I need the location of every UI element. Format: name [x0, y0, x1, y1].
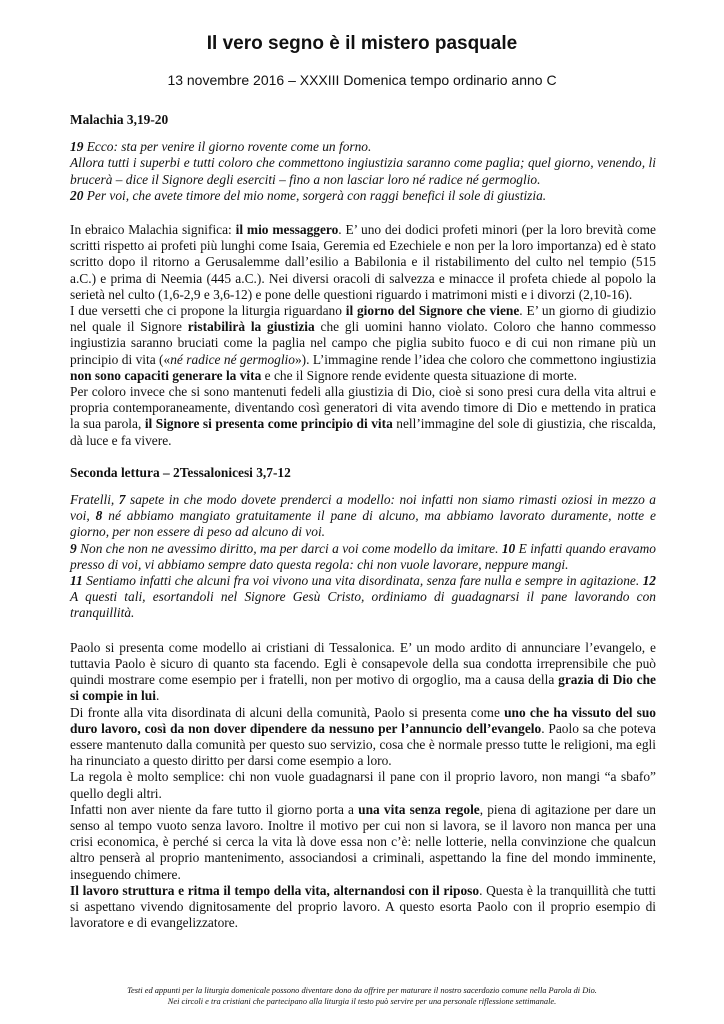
verse-text: Ecco: sta per venire il giorno rovente come un forno.	[83, 139, 372, 155]
paragraph: La regola è molto semplice: chi non vuole guadagnarsi il pane con il proprio lavoro, non mangi “a sbafo” quello degli altri.	[70, 769, 656, 801]
reading-tessalonicesi	[70, 492, 656, 622]
verse-number: 11	[70, 573, 83, 589]
paragraph: Paolo si presenta come modello ai cristiani di Tessalonica. E’ un modo ardito di annunciare l’evangelo, e tuttavia Paolo è sicuro di quanto sta facendo. Egli è consapevole della sua condotta irreprensibile che può quindi mostrare come esempio per i fratelli, non per motivo di orgoglio, ma a causa della grazia di Dio che si compie in lui.	[70, 639, 656, 704]
footer-line: Nei circoli e tra cristiani che partecipano alla liturgia il testo può servire per una personale riflessione settimanale.	[167, 997, 557, 1006]
page-footer	[0, 985, 724, 1007]
verse-text: Per voi, che avete timore del mio nome, sorgerà con raggi benefici il sole di giustizia.	[83, 187, 547, 203]
commentary-malachia	[70, 222, 656, 449]
verse-number: 9	[70, 540, 77, 556]
paragraph: Per coloro invece che si sono mantenuti fedeli alla giustizia di Dio, cioè si sono presi cura della vita altrui e propria contemporaneamente, diventando così generatori di vita avendo timore di Dio e mettendo in pratica la sua parola, il Signore si presenta come principio di vita nell’immagine del sole di giustizia, che riscalda, dà luce e fa vivere.	[70, 384, 656, 448]
verse-number: 8	[95, 508, 103, 524]
reading-line: Fratelli, 7 sapete in che modo dovete prenderci a modello: noi infatti non siamo rimasti oziosi in mezzo a voi, 8 né abbiamo mangiato gratuitamente il pane di alcuno, ma abbiamo lavorato duramente, notte e giorno, per non essere di peso ad alcuno di voi.	[70, 492, 656, 540]
page-title: Il vero segno è il mistero pasquale	[206, 33, 518, 54]
verse-number: 20	[70, 187, 84, 203]
verse-number: 7	[118, 492, 126, 508]
verse-number: 10	[501, 540, 516, 556]
paragraph: Il lavoro struttura e ritma il tempo della vita, alternandosi con il riposo. Questa è la tranquillità che tutti si aspettano vivendo dignitosamente del proprio lavoro. A questo esorta Paolo con il proprio esempio di lavoratore e di evangelizzatore.	[70, 882, 657, 931]
reading-line: 11 Sentiamo infatti che alcuni fra voi vivono una vita disordinata, senza fare nulla e sempre in agitazione. 12 A questi tali, esortandoli nel Signore Gesù Cristo, ordiniamo di guadagnarsi il pane lavorando con tranquillità.	[70, 573, 656, 621]
commentary-tessalonicesi	[70, 640, 656, 932]
section-heading-malachia: Malachia 3,19-20	[70, 112, 169, 127]
paragraph: Di fronte alla vita disordinata di alcuni della comunità, Paolo si presenta come uno che ha vissuto del suo duro lavoro, così da non dover dipendere da nessuno per l’annuncio dell’evangelo. Paolo sa che poteva essere mantenuto dalla comunità per questo suo servizio, cosa che è normale presso tutte le religioni, ma egli ha rinunciato a questo diritto per darsi come esempio a loro.	[70, 704, 657, 769]
verse-number: 19	[70, 139, 84, 155]
paragraph: In ebraico Malachia significa: il mio messaggero. E’ uno dei dodici profeti minori (per la loro brevità come scritti rispetto ai profeti più lunghi come Isaia, Geremia ed Ezechiele e non per la loro importanza) ed è stato scritto dopo il ritorno a Gerusalemme dall’esilio a Babilonia e il ristabilimento del culto nel tempio (515 a.C.) e prima di Neemia (445 a.C.). Nei diversi oracoli di salvezza e minacce il profeta chiede al popolo la serietà nel culto (1,6-2,9 e 3,6-12) e pone delle questioni riguardo i matrimoni misti e i divorzi (2,10-16).	[70, 222, 656, 302]
verse-text: Allora tutti i superbi e tutti coloro che commettono ingiustizia saranno come paglia; quel giorno, venendo, li brucerà – dice il Signore degli eserciti – fino a non lasciar loro né radice né germoglio.	[70, 155, 656, 187]
section-heading-tessalonicesi: Seconda lettura – 2Tessalonicesi 3,7-12	[70, 464, 291, 480]
verse-number: 12	[642, 573, 656, 589]
document-body	[70, 112, 656, 931]
page-subtitle: 13 novembre 2016 – XXXIII Domenica tempo ordinario anno C	[167, 72, 557, 88]
reading-malachia	[70, 139, 656, 204]
reading-line: 9 Non che non ne avessimo diritto, ma per darci a voi come modello da imitare. 10 E infatti quando eravamo presso di voi, vi abbiamo sempre dato questa regola: chi non vuole lavorare, neppure mangi.	[70, 540, 656, 572]
paragraph: Infatti non aver niente da fare tutto il giorno porta a una vita senza regole, piena di agitazione per dare un senso al tempo vuoto senza lavoro. Inoltre il motivo per cui non si lavora, se il lavoro non manca per una crisi economica, è perché si cerca la vita là dove essa non c’è: nelle lotterie, nella convinzione che qualcun altro penserà al proprio mantenimento, associandosi a criminali, aspettando la fine del mondo imminente, inseguendo chimere.	[70, 801, 656, 882]
footer-line: Testi ed appunti per la liturgia domenicale possono diventare dono da offrire per maturare il nostro sacerdozio comune nella Parola di Dio.	[127, 986, 597, 995]
paragraph: I due versetti che ci propone la liturgia riguardano il giorno del Signore che viene. E’ un giorno di giudizio nel quale il Signore ristabilirà la giustizia che gli uomini hanno violato. Coloro che hanno commesso ingiustizia saranno bruciati come la paglia nel campo che piglia subito fuoco e di cui non rimane più un principio di vita («né radice né germoglio»). L’immagine rende l’idea che coloro che commettono ingiustizia non sono capaciti generare la vita e che il Signore rende evidente questa situazione di morte.	[70, 303, 657, 383]
